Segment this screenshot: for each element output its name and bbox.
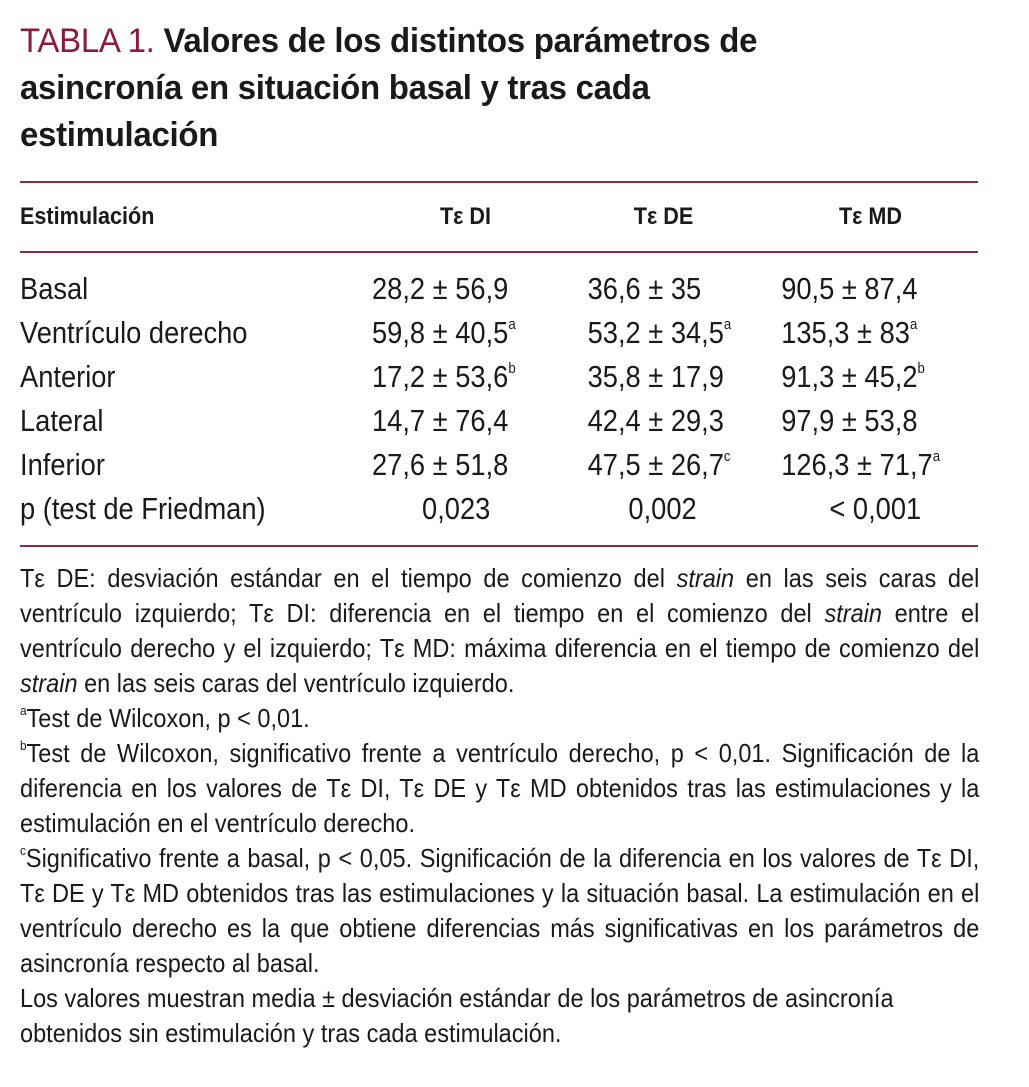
table-title-text: Valores de los distintos parámetros de asincronía en situación basal y tras cada estimulación — [20, 22, 758, 154]
header-te-md: Tε MD — [838, 203, 903, 230]
cell-te-de: 47,5 ± 26,7$^c$ — [587, 447, 731, 482]
row-label: Ventrículo derecho — [20, 315, 248, 350]
row-label: Inferior — [20, 447, 105, 482]
row-label: Basal — [20, 271, 89, 306]
footnote-b: $^b$Test de Wilcoxon, significativo frente a ventrículo derecho, p < 0,01. Significación de la diferencia en los valores de Tε DI, Tε DE y Tε MD obtenidos tras las estimulaciones y la estimulación en el ventrículo derecho. — [20, 738, 980, 838]
header-te-di: Tε DI — [439, 203, 492, 230]
cell-te-md: 90,5 ± 87,4 — [781, 271, 918, 306]
row-label: Anterior — [20, 359, 116, 394]
abbreviations-note: Tε DE: desviación estándar en el tiempo de comienzo del strain en las seis caras del ventrículo izquierdo; Tε DI: diferencia en el tiempo en el comienzo del strain entre el ventrículo derecho y el izquierdo; Tε MD: máxima diferencia en el tiempo de comienzo del strain en las seis caras del ventrículo izquierdo. — [20, 563, 980, 698]
table-body — [20, 253, 979, 545]
footnote-a: $^a$Test de Wilcoxon, p < 0,01. — [20, 703, 310, 733]
cell-te-di: 28,2 ± 56,9 — [372, 271, 509, 306]
cell-te-de: 42,4 ± 29,3 — [587, 403, 724, 438]
cell-te-di: 59,8 ± 40,5$^a$ — [372, 315, 516, 350]
cell-te-di: 14,7 ± 76,4 — [372, 403, 509, 438]
table-row — [20, 443, 977, 487]
header-stimulation: Estimulación — [20, 203, 155, 230]
cell-te-de: 53,2 ± 34,5$^a$ — [587, 315, 732, 350]
table-label: TABLA 1. — [20, 22, 155, 60]
cell-te-de: 36,6 ± 35 — [587, 271, 702, 306]
footnote-c: $^c$Significativo frente a basal, p < 0,05. Significación de la diferencia en los valores de Tε DI, Tε DE y Tε MD obtenidos tras las estimulaciones y la situación basal. La estimulación en el ventrículo derecho es la que obtiene diferencias más significativas en los parámetros de asincronía respecto al basal. — [20, 843, 980, 978]
cell-te-md: 126,3 ± 71,7$^a$ — [781, 447, 941, 482]
values-note: Los valores muestran media ± desviación estándar de los parámetros de asincronía obtenidos sin estimulación y tras cada estimulación. — [20, 983, 894, 1048]
cell-te-de: 35,8 ± 17,9 — [587, 359, 724, 394]
table-title — [20, 18, 825, 159]
row-label: Lateral — [20, 403, 104, 438]
header-te-de: Tε DE — [633, 203, 694, 230]
cell-te-md: 97,9 ± 53,8 — [781, 403, 918, 438]
cell-te-md: 91,3 ± 45,2$^b$ — [781, 359, 925, 394]
p-te-de: 0,002 — [628, 491, 697, 526]
cell-te-md: $135,3 \pm 83^a$ — [781, 315, 918, 350]
table-header — [20, 183, 978, 251]
table-row — [20, 399, 977, 443]
p-te-di: 0,023 — [422, 491, 491, 526]
table-row — [20, 311, 977, 355]
p-te-md: < 0,001 — [829, 491, 922, 526]
cell-te-di: 17,2 ± 53,6$^b$ — [372, 359, 516, 394]
bottom-rule — [20, 545, 978, 547]
table-row — [20, 355, 977, 399]
cell-te-di: 27,6 ± 51,8 — [372, 447, 509, 482]
table-row — [20, 267, 977, 311]
friedman-row — [20, 487, 977, 531]
table-footnotes — [20, 561, 979, 1051]
row-label: p (test de Friedman) — [20, 491, 266, 526]
